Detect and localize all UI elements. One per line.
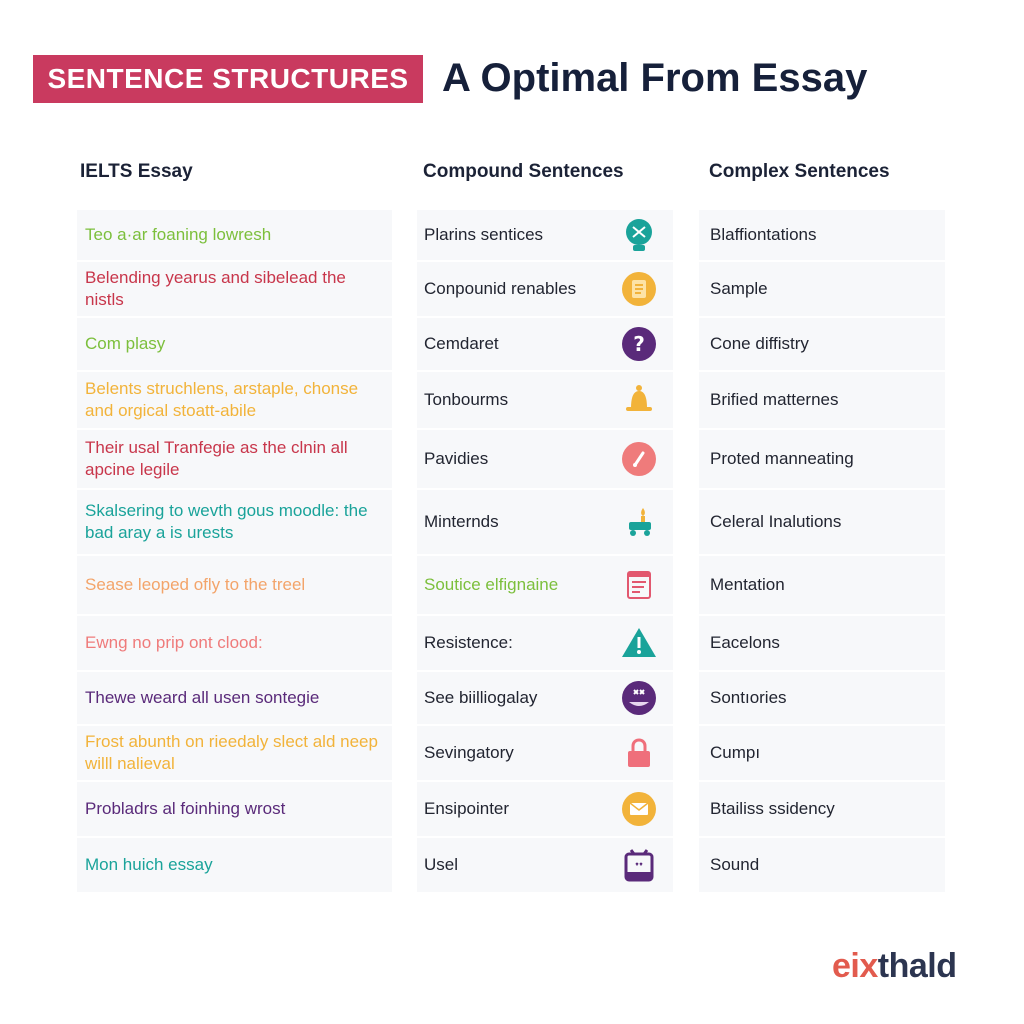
ielts-text: Belents struchlens, arstaple, chonse and orgical stoatt-abile	[85, 379, 359, 420]
compound-cell	[417, 210, 673, 262]
ielts-cell	[77, 318, 392, 372]
complex-cell	[699, 430, 945, 490]
complex-cell	[699, 782, 945, 838]
compound-text: Soutice elfignaine	[424, 575, 559, 594]
compound-cell	[417, 430, 673, 490]
complex-cell	[699, 318, 945, 372]
ielts-text: Sease leoped ofly to the treel	[85, 575, 306, 594]
complex-text: Proted manneating	[710, 449, 854, 468]
ielts-cell	[77, 210, 392, 262]
ielts-text: Ewng no prip ont clood:	[85, 633, 263, 652]
compound-text: Sevingatory	[424, 743, 514, 762]
page-title: A Optimal From Essay	[442, 55, 868, 100]
compound-text: Cemdaret	[424, 334, 499, 353]
compound-cell	[417, 318, 673, 372]
complex-text: Cumpı	[710, 743, 761, 762]
ielts-cell	[77, 372, 392, 430]
notepad-icon	[619, 565, 659, 605]
compound-text: Ensipointer	[424, 799, 510, 818]
ielts-text: Skalsering to wevth gous moodle: the bad aray a is urests	[85, 501, 368, 542]
ielts-cell	[77, 262, 392, 318]
complex-cell	[699, 556, 945, 616]
ielts-cell	[77, 556, 392, 616]
complex-text: Mentation	[710, 575, 785, 594]
warning-icon	[619, 623, 659, 663]
complex-text: Blaffiontations	[710, 225, 817, 244]
document-icon	[619, 269, 659, 309]
bell-icon	[619, 380, 659, 420]
compound-cell	[417, 726, 673, 782]
complex-cell	[699, 616, 945, 672]
compound-text: Plarins sentices	[424, 225, 544, 244]
question-icon	[619, 324, 659, 364]
complex-cell	[699, 490, 945, 556]
compound-text: Pavidies	[424, 449, 489, 468]
brand-logo-part1: eix	[832, 946, 878, 985]
globe-icon	[619, 215, 659, 255]
pen-icon	[619, 439, 659, 479]
complex-cell	[699, 726, 945, 782]
compound-cell	[417, 372, 673, 430]
ielts-cell	[77, 838, 392, 894]
ielts-cell	[77, 430, 392, 490]
complex-text: Brified matternes	[710, 390, 839, 409]
svg-text:?: ?	[633, 332, 645, 356]
brand-logo-part2: thald	[877, 946, 957, 985]
ielts-text: Probladrs al foinhing wrost	[85, 799, 286, 818]
compound-cell	[417, 838, 673, 894]
complex-cell	[699, 672, 945, 726]
compound-text: Minternds	[424, 512, 499, 531]
candle-icon	[619, 502, 659, 542]
robot-face-icon	[619, 678, 659, 718]
complex-text: Sample	[710, 279, 768, 298]
complex-text: Btailiss ssidency	[710, 799, 835, 818]
compound-text: Resistence:	[424, 633, 513, 652]
compound-text: See biilliogalay	[424, 688, 538, 707]
compound-cell	[417, 262, 673, 318]
ielts-text: Mon huich essay	[85, 855, 213, 874]
compound-cell	[417, 556, 673, 616]
compound-text: Usel	[424, 855, 459, 874]
compound-text: Conpounid renables	[424, 279, 577, 298]
compound-cell	[417, 490, 673, 556]
complex-text: Sontıories	[710, 688, 787, 707]
ielts-text: Teo a·ar foaning lowresh	[85, 225, 272, 244]
ielts-cell	[77, 490, 392, 556]
briefcase-icon	[619, 845, 659, 885]
ielts-cell	[77, 616, 392, 672]
section-banner: SENTENCE STRUCTURES	[33, 55, 423, 103]
column-header-complex: Complex Sentences	[709, 161, 890, 182]
compound-cell	[417, 616, 673, 672]
ielts-cell	[77, 726, 392, 782]
complex-cell	[699, 372, 945, 430]
complex-cell	[699, 262, 945, 318]
column-header-ielts: IELTS Essay	[80, 161, 193, 182]
complex-text: Cone diffistry	[710, 334, 809, 353]
compound-text: Tonbourms	[424, 390, 509, 409]
ielts-cell	[77, 782, 392, 838]
ielts-cell	[77, 672, 392, 726]
lock-icon	[619, 733, 659, 773]
compound-cell	[417, 782, 673, 838]
complex-cell	[699, 838, 945, 894]
ielts-text: Their usal Tranfegie as the clnin all apcine legile	[85, 438, 348, 479]
brand-logo	[832, 944, 956, 988]
complex-text: Celeral Inalutions	[710, 512, 842, 531]
column-header-compound: Compound Sentences	[423, 161, 624, 182]
complex-text: Eacelons	[710, 633, 780, 652]
ielts-text: Com plasy	[85, 334, 166, 353]
complex-text: Sound	[710, 855, 760, 874]
compound-cell	[417, 672, 673, 726]
complex-cell	[699, 210, 945, 262]
mail-icon	[619, 789, 659, 829]
ielts-text: Thewe weard all usen sontegie	[85, 688, 320, 707]
ielts-text: Frost abunth on rieedaly slect ald neep willl nalieval	[85, 732, 378, 773]
ielts-text: Belending yearus and sibelead the nistls	[85, 268, 346, 309]
